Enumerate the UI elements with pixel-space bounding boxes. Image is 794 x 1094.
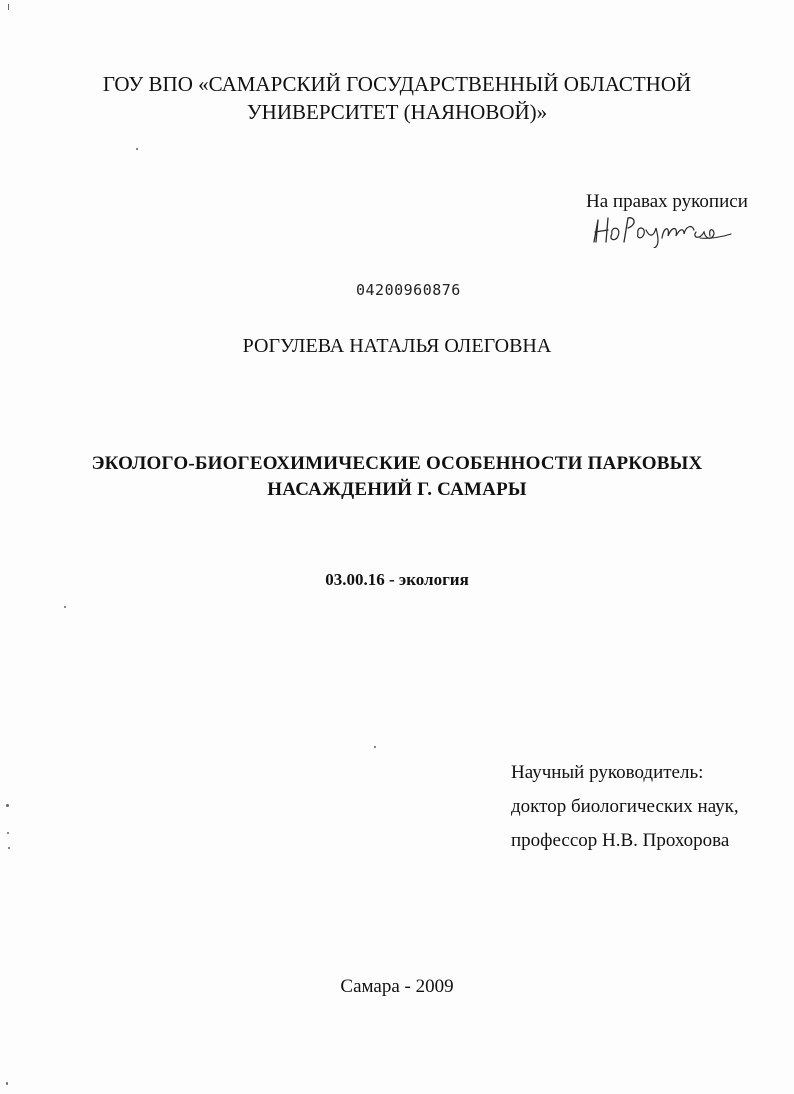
rights-block	[586, 190, 776, 214]
title-line-2: НАСАЖДЕНИЙ Г. САМАРЫ	[267, 479, 527, 500]
rights-label: На правах рукописи	[586, 191, 748, 212]
supervisor-block	[511, 756, 781, 858]
supervisor-role: Научный руководитель:	[511, 762, 704, 783]
scan-speck	[136, 148, 138, 150]
specialty-code: 03.00.16 - экология	[325, 570, 469, 589]
supervisor-degree: доктор биологических наук,	[511, 796, 739, 817]
author-name: РОГУЛЕВА НАТАЛЬЯ ОЛЕГОВНА	[242, 335, 552, 357]
university-line-1: ГОУ ВПО «САМАРСКИЙ ГОСУДАРСТВЕННЫЙ ОБЛАСТНОЙ	[102, 72, 692, 96]
dissertation-title	[0, 451, 794, 503]
title-line-1: ЭКОЛОГО-БИОГЕОХИМИЧЕСКИЕ ОСОБЕННОСТИ ПАРКОВЫХ	[91, 453, 703, 474]
scan-speck	[7, 832, 9, 834]
scan-speck	[8, 847, 10, 849]
scan-speck	[6, 1082, 8, 1085]
scan-speck	[8, 4, 9, 10]
scan-speck	[6, 804, 9, 807]
university-header	[0, 70, 794, 126]
scan-speck	[374, 746, 376, 748]
handwritten-signature	[588, 212, 733, 248]
university-line-2: УНИВЕРСИТЕТ (НАЯНОВОЙ)»	[246, 100, 548, 124]
city-year: Самара - 2009	[340, 976, 454, 997]
scan-speck	[64, 606, 66, 608]
supervisor-name: профессор Н.В. Прохорова	[511, 830, 730, 851]
registration-number: 04200960876	[356, 281, 461, 299]
